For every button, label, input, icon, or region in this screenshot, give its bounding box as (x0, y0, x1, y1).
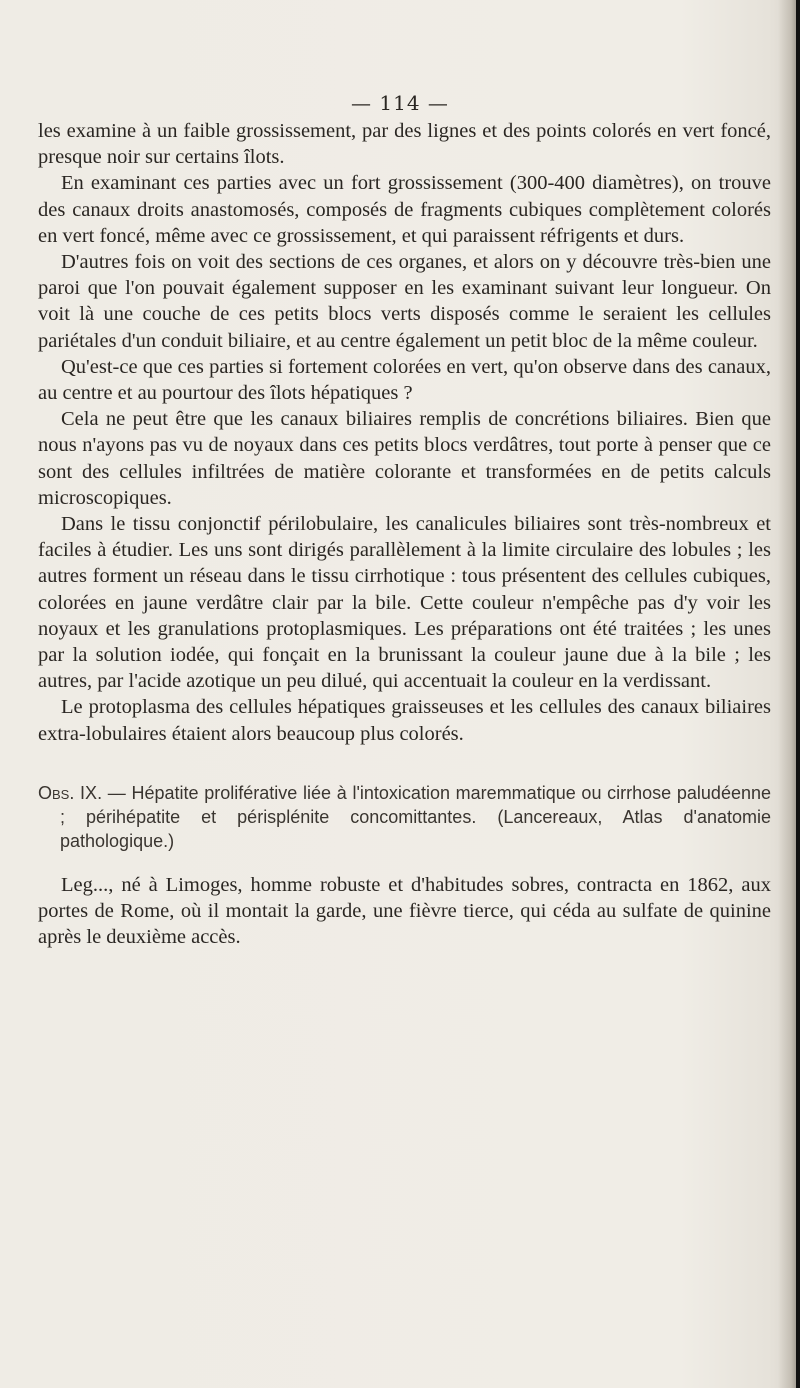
page-edge-line (796, 0, 800, 1388)
observation-heading (38, 781, 771, 853)
main-text (38, 118, 771, 747)
paragraph: Cela ne peut être que les canaux biliaires remplis de concrétions biliaires. Bien que nous n'ayons pas vu de noyaux dans ces petits blocs verdâtres, tout porte à penser que ce sont des cellules infiltrées de matière colorante et transformées en de petits calculs microscopiques. (38, 408, 771, 509)
page-number: — 114 — (351, 91, 449, 115)
observation-text: — Hépatite proliférative liée à l'intoxication maremmatique ou cirrhose paludéenne ; périhépatite et périsplénite concomittantes. (Lancereaux, Atlas d'anatomie pathologique.) (60, 783, 771, 851)
paragraph: Le protoplasma des cellules hépatiques graisseuses et les cellules des canaux biliaires extra-lobulaires étaient alors beaucoup plus colorés. (38, 696, 771, 745)
case-paragraph: Leg..., né à Limoges, homme robuste et d'habitudes sobres, contracta en 1862, aux portes de Rome, où il montait la garde, une fièvre tierce, qui céda au sulfate de quinine après le deuxième accès. (38, 874, 771, 948)
paragraph: Qu'est-ce que ces parties si fortement colorées en vert, qu'on observe dans des canaux, au centre et au pourtour des îlots hépatiques ? (38, 355, 771, 405)
paragraph: Dans le tissu conjonctif périlobulaire, les canalicules biliaires sont très-nombreux et faciles à étudier. Les uns sont dirigés parallèlement à la limite circulaire des lobules ; les autres forment un réseau dans le tissu cirrhotique : tous présentent des cellules cubiques, colorées en jaune verdâtre clair par la bile. Cette couleur n'empêche pas d'y voir les noyaux et les granulations protoplasmiques. Les préparations ont été traitées ; les unes par la solution iodée, qui fonçait en la brunissant la couleur jaune due à la bile ; les autres, par l'acide azotique un peu dilué, qui accentuait la couleur en la verdissant. (38, 513, 771, 693)
paragraph: En examinant ces parties avec un fort grossissement (300-400 diamètres), on trouve des canaux droits anastomosés, composés de fragments cubiques complètement colorés en vert foncé, même avec ce grossissement, et qui paraissent réfrigents et durs. (38, 172, 771, 247)
observation-label: Obs. IX. (38, 783, 103, 803)
observation-paragraph (38, 781, 771, 853)
paragraph: D'autres fois on voit des sections de ces organes, et alors on y découvre très-bien une paroi que l'on pouvait également supposer en les examinant suivant leur longueur. On voit là une couche de ces petits blocs verts disposés comme le seraient les cellules pariétales d'un conduit biliaire, et au centre également un petit bloc de la même couleur. (38, 251, 771, 352)
case-description (38, 872, 771, 950)
paragraph-continuation: les examine à un faible grossissement, par des lignes et des points colorés en vert foncé, presque noir sur certains îlots. (38, 120, 771, 169)
